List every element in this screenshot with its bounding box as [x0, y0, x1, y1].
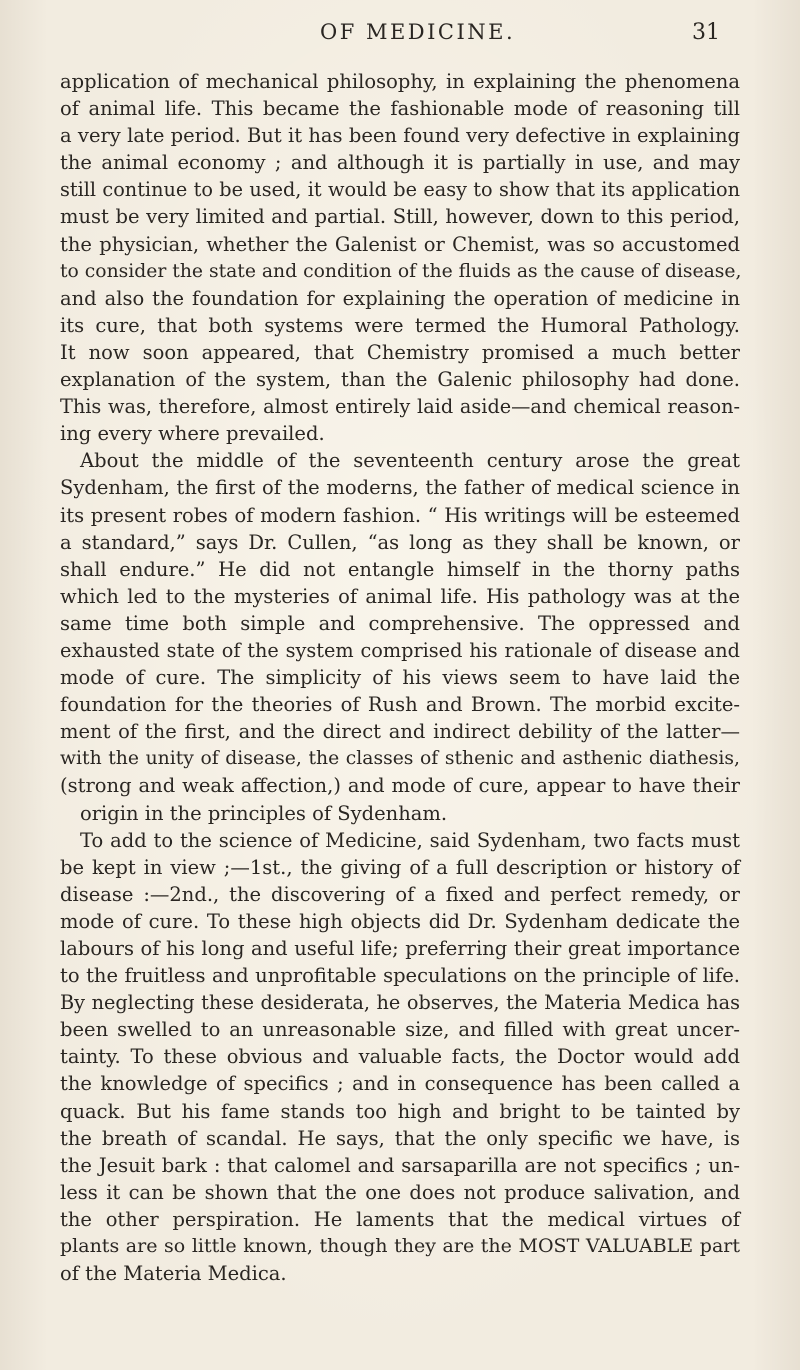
text-line: tainty. To these obvious and valuable facts, the Doctor would add [60, 1045, 740, 1069]
text-line: the physician, whether the Galenist or Chemist, was so accustomed [60, 232, 740, 256]
paragraph-3 [60, 827, 740, 1288]
text-line: This was, therefore, almost entirely laid aside—and chemical reason- [60, 395, 740, 419]
paragraph-2 [60, 447, 740, 826]
text-line: shall endure.” He did not entangle himself in the thorny paths [60, 557, 740, 581]
text-line: its cure, that both systems were termed the Humoral Pathology. [60, 313, 740, 337]
page-number: 31 [692, 20, 720, 45]
text-line: Sydenham, the first of the moderns, the father of medical science in [60, 476, 740, 500]
text-line: of animal life. This became the fashionable mode of reasoning till [60, 97, 740, 121]
running-head-title: OF MEDICINE. [320, 20, 516, 44]
text-line: mode of cure. The simplicity of his views seem to have laid the [60, 666, 740, 690]
text-line: a standard,” says Dr. Cullen, “as long as they shall be known, or [60, 530, 740, 554]
text-line: the Jesuit bark : that calomel and sarsaparilla are not specifics ; un- [60, 1153, 740, 1177]
text-line: origin in the principles of Sydenham. [80, 801, 448, 825]
text-line: the other perspiration. He laments that the medical virtues of [60, 1207, 740, 1231]
text-line: It now soon appeared, that Chemistry promised a much better [60, 340, 740, 364]
text-line: its present robes of modern fashion. “ His writings will be esteemed [60, 503, 740, 527]
text-line: to the fruitless and unprofitable speculations on the principle of life. [60, 964, 740, 988]
text-line: a very late period. But it has been found very defective in explaining [60, 124, 740, 148]
text-line: explanation of the system, than the Galenic philosophy had done. [60, 368, 740, 392]
text-line: disease :—2nd., the discovering of a fixed and perfect remedy, or [60, 882, 740, 906]
paragraph-1 [60, 68, 740, 447]
text-line: still continue to be used, it would be easy to show that its application [60, 178, 740, 202]
text-line: labours of his long and useful life; preferring their great importance [60, 937, 740, 960]
text-line: same time both simple and comprehensive. The oppressed and [60, 611, 740, 635]
text-line: be kept in view ;—1st., the giving of a full description or history of [60, 855, 740, 879]
text-line: the animal economy ; and although it is partially in use, and may [60, 151, 740, 175]
text-line: less it can be shown that the one does not produce salivation, and [60, 1180, 740, 1204]
text-line: By neglecting these desiderata, he observes, the Materia Medica has [60, 991, 740, 1015]
body-text [60, 68, 740, 1287]
text-line: of the Materia Medica. [60, 1262, 287, 1286]
text-line: mode of cure. To these high objects did Dr. Sydenham dedicate the [60, 909, 740, 933]
running-head [0, 16, 800, 56]
text-line: must be very limited and partial. Still, however, down to this period, [60, 205, 740, 229]
text-line: the breath of scandal. He says, that the only specific we have, is [60, 1126, 740, 1150]
text-line: and also the foundation for explaining the operation of medicine in [60, 286, 740, 310]
text-line: to consider the state and condition of the fluids as the cause of disease, [60, 260, 742, 282]
text-line: plants are so little known, though they are the MOST VALUABLE part [60, 1235, 740, 1258]
text-line: About the middle of the seventeenth century arose the great [80, 449, 740, 473]
text-line: the knowledge of specifics ; and in consequence has been called a [60, 1072, 740, 1096]
text-line: which led to the mysteries of animal life. His pathology was at the [60, 584, 740, 608]
text-line: (strong and weak affection,) and mode of cure, appear to have their [60, 774, 740, 798]
text-line: quack. But his fame stands too high and bright to be tainted by [60, 1099, 740, 1123]
text-line: ment of the first, and the direct and indirect debility of the latter— [60, 720, 740, 744]
text-line: foundation for the theories of Rush and Brown. The morbid excite- [60, 693, 740, 717]
text-line: To add to the science of Medicine, said Sydenham, two facts must [80, 828, 740, 852]
text-line: application of mechanical philosophy, in explaining the phenomena [60, 70, 740, 93]
text-line: been swelled to an unreasonable size, and filled with great uncer- [60, 1018, 740, 1042]
text-line: exhausted state of the system comprised his rationale of disease and [60, 638, 740, 662]
text-line: with the unity of disease, the classes of sthenic and asthenic diathesis, [60, 748, 740, 770]
text-line: ing every where prevailed. [60, 422, 325, 446]
